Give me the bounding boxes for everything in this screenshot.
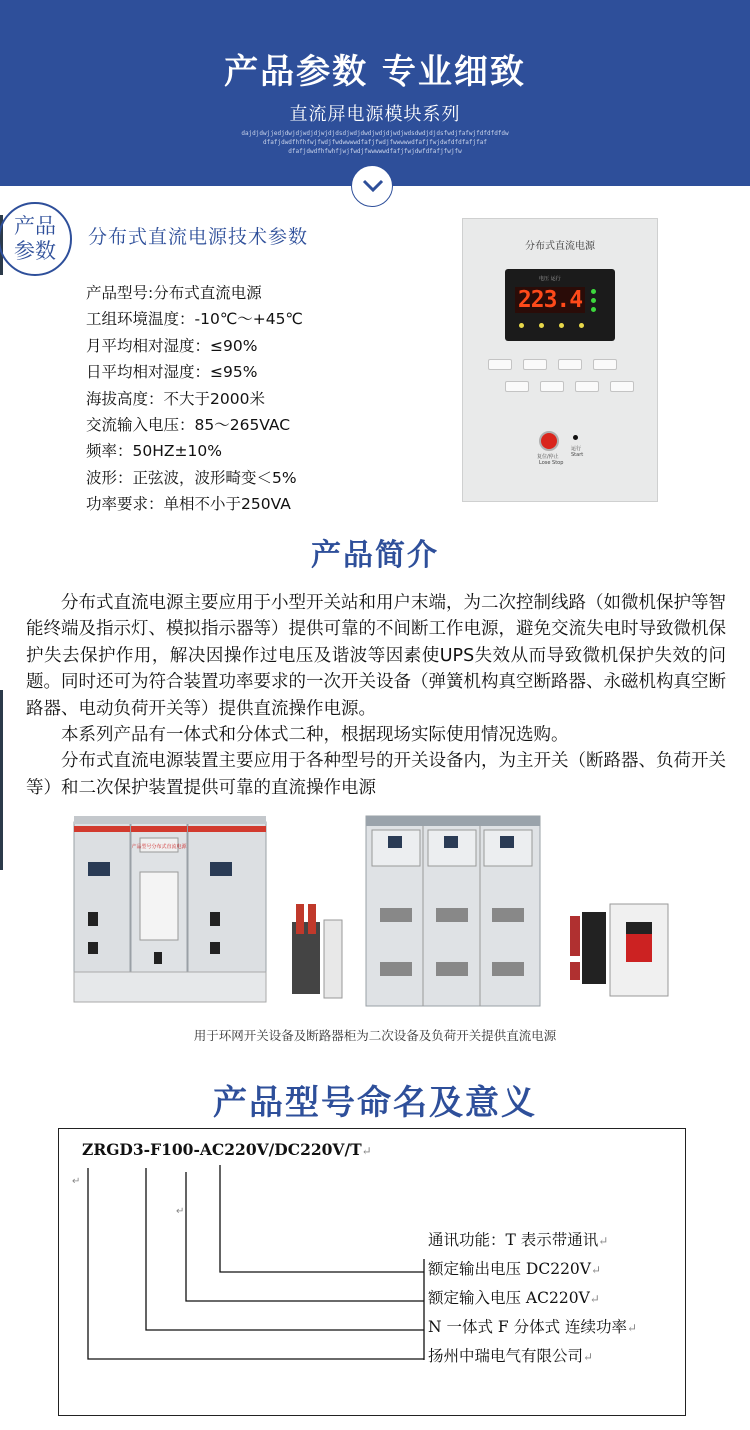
legend-text: 额定输入电压 AC220V	[428, 1289, 590, 1307]
start-label-en: Start	[571, 452, 584, 458]
cabinet-label: 产品型号分布式直流电源	[131, 844, 187, 850]
intro-paragraph: 分布式直流电源装置主要应用于各种型号的开关设备内，为主开关（断路器、负荷开关等）和二次保护装置提供可靠的直流操作电源	[26, 751, 726, 798]
return-mark: ↵	[72, 1176, 81, 1187]
intro-paragraph: 分布式直流电源主要应用于小型开关站和用户末端，为二次控制线路（如微机保护等智能终端及指示灯、模拟指示器等）提供可靠的不间断工作电源，避免交流失电时导致微机保护失去保护作用，解决因操作过电压及谐波等因素使UPS失效从而导致微机保护失效的问题。同时还可为符合装置功率要求的一次开关设备（弹簧机构真空断路器、永磁机构真空断路器、电动负荷开关等）提供直流操作电源。	[26, 593, 726, 719]
spec-item: 产品型号:分布式直流电源	[86, 284, 262, 302]
return-mark: ↵	[589, 1292, 600, 1306]
model-code-text: ZRGD3-F100-AC220V/DC220V/T	[82, 1140, 362, 1159]
legend-text: 扬州中瑞电气有限公司	[428, 1347, 584, 1365]
legend-text: N 一体式 F 分体式 连续功率	[428, 1318, 628, 1336]
decorative-text-line: dfafjdwdfhfhfwjfwdjfwdwwwwdfafjfwdjfwwwwwdfafjfwjdwfdfdfafjfaf	[263, 139, 487, 146]
spec-item: 功率要求：单相不小于250VA	[86, 495, 291, 514]
legend-item	[428, 1344, 593, 1366]
page-subtitle: 直流屏电源模块系列	[289, 104, 461, 125]
return-mark: ↵	[598, 1234, 609, 1248]
photo-caption: 用于环网开关设备及断路器柜为二次设备及负荷开关提供直流电源	[193, 1028, 557, 1043]
return-mark: ↵	[627, 1321, 638, 1335]
spec-item: 波形：正弦波，波形畸变＜5%	[86, 468, 297, 487]
legend-item	[428, 1315, 637, 1337]
start-label: 运行	[571, 446, 582, 452]
legend-item	[428, 1257, 601, 1279]
spec-item: 月平均相对湿度：≤90%	[86, 336, 258, 355]
return-mark: ↵	[583, 1350, 594, 1364]
spec-item: 日平均相对湿度：≤95%	[86, 363, 258, 382]
badge-line: 产品	[14, 214, 56, 238]
intro-paragraph: 本系列产品有一体式和分体式二种，根据现场实际使用情况选购。	[61, 725, 569, 746]
spec-item: 海拔高度：不大于2000米	[86, 389, 265, 408]
page-title: 产品参数 专业细致	[224, 52, 526, 92]
spec-item: 频率：50HZ±10%	[86, 442, 222, 461]
decorative-text-line: dajdjdwjjedjdwjdjwdjdjwjdjdsdjwdjdwdjwdjdjwdjwdsdwdjdjdsfwdjfafwjfdfdfdfdw	[241, 130, 509, 137]
return-mark: ↵	[176, 1206, 185, 1217]
device-label: 分布式直流电源	[525, 241, 595, 252]
naming-title: 产品型号命名及意义	[213, 1083, 537, 1123]
button-label-en: Lose Stop	[539, 460, 564, 466]
badge-line: 参数	[14, 239, 56, 263]
return-mark: ↵	[361, 1144, 372, 1158]
legend-text: 额定输出电压 DC220V	[428, 1260, 591, 1278]
decorative-text-line: dfafjdwdfhfwhfjwjfwdjfwwwwwdfafjfwjdwfdfafjfwjfw	[288, 148, 462, 155]
legend-text: 通讯功能：T 表示带通讯	[428, 1231, 599, 1249]
legend-item	[428, 1228, 608, 1250]
legend-item	[428, 1286, 600, 1308]
device-display-value: 223.4	[515, 287, 585, 313]
return-mark: ↵	[591, 1263, 602, 1277]
intro-title: 产品简介	[311, 538, 439, 573]
panel-label: 电压 运行	[539, 276, 561, 282]
spec-item: 工组环境温度：-10℃～+45℃	[86, 310, 303, 329]
specs-title: 分布式直流电源技术参数	[88, 226, 309, 248]
button-label: 复位/停止	[537, 454, 559, 460]
spec-item: 交流输入电压：85～265VAC	[86, 415, 291, 434]
